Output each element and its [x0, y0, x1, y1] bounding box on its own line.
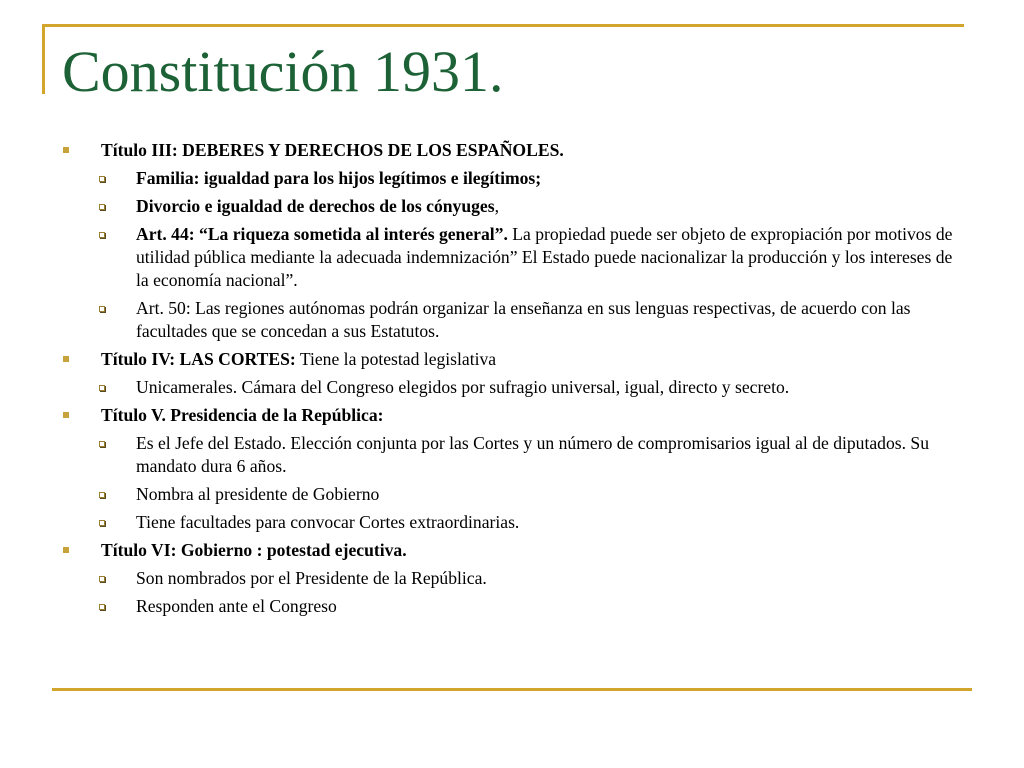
sub-bullet-text: Art. 50: Las regiones autónomas podrán organizar la enseñanza en sus lenguas respectivas, de acuerdo con las facultades que se concedan a sus Estatutos.	[136, 298, 911, 341]
sub-bullet-item	[62, 511, 962, 534]
sub-bullet-heading: Divorcio e igualdad de derechos de los cónyuges	[136, 196, 495, 216]
sub-bullet-text: Unicamerales. Cámara del Congreso elegidos por sufragio universal, igual, directo y secreto.	[136, 377, 790, 397]
frame-top-rule	[42, 24, 964, 27]
hollow-square-bullet-icon	[99, 385, 105, 391]
sub-bullet-text: Nombra al presidente de Gobierno	[136, 484, 380, 504]
hollow-square-bullet-icon	[99, 232, 105, 238]
hollow-square-bullet-icon	[99, 492, 105, 498]
slide-body	[62, 134, 962, 618]
sub-bullet-item	[62, 432, 962, 478]
square-bullet-icon	[63, 547, 69, 553]
sub-bullet-text: Son nombrados por el Presidente de la República.	[136, 568, 487, 588]
hollow-square-bullet-icon	[99, 604, 105, 610]
sub-bullet-text: Es el Jefe del Estado. Elección conjunta por las Cortes y un número de compromisarios igual al de diputados. Su mandato dura 6 años.	[136, 433, 929, 476]
bullet-heading: Título VI: Gobierno : potestad ejecutiva.	[101, 540, 407, 560]
sub-bullet-item	[62, 483, 962, 506]
sub-bullet-item	[62, 297, 962, 343]
sub-bullet-item	[62, 595, 962, 618]
hollow-square-bullet-icon	[99, 306, 105, 312]
bullet-item	[62, 348, 962, 371]
sub-bullet-text: Tiene facultades para convocar Cortes extraordinarias.	[136, 512, 520, 532]
bullet-heading: Título V. Presidencia de la República:	[101, 405, 384, 425]
frame-left-rule	[42, 24, 45, 94]
hollow-square-bullet-icon	[99, 576, 105, 582]
bullet-item	[62, 539, 962, 562]
frame-bottom-rule	[52, 688, 972, 691]
bullet-heading: Título III: DEBERES Y DERECHOS DE LOS ESPAÑOLES.	[101, 140, 564, 160]
slide-title: Constitución 1931.	[62, 39, 504, 104]
square-bullet-icon	[63, 356, 69, 362]
hollow-square-bullet-icon	[99, 204, 105, 210]
sub-bullet-item	[62, 167, 962, 190]
sub-bullet-text: Responden ante el Congreso	[136, 596, 337, 616]
sub-bullet-text: La propiedad puede ser objeto de expropiación por motivos de utilidad pública mediante la adecuada indemnización” El Estado puede nacionalizar la producción y los intereses de la economía nacional”.	[136, 224, 953, 290]
sub-bullet-item	[62, 195, 962, 218]
bullet-text: Tiene la potestad legislativa	[295, 349, 497, 369]
hollow-square-bullet-icon	[99, 176, 105, 182]
sub-bullet-item	[62, 567, 962, 590]
hollow-square-bullet-icon	[99, 441, 105, 447]
sub-bullet-heading: Art. 44: “La riqueza sometida al interés general”.	[136, 224, 508, 244]
sub-bullet-heading: Familia: igualdad para los hijos legítimos e ilegítimos;	[136, 168, 542, 188]
bullet-heading: Título IV: LAS CORTES:	[101, 349, 296, 369]
sub-bullet-text: ,	[494, 196, 499, 216]
sub-bullet-item	[62, 223, 962, 292]
sub-bullet-item	[62, 376, 962, 399]
hollow-square-bullet-icon	[99, 520, 105, 526]
bullet-item	[62, 404, 962, 427]
square-bullet-icon	[63, 147, 69, 153]
bullet-item	[62, 139, 962, 162]
square-bullet-icon	[63, 412, 69, 418]
